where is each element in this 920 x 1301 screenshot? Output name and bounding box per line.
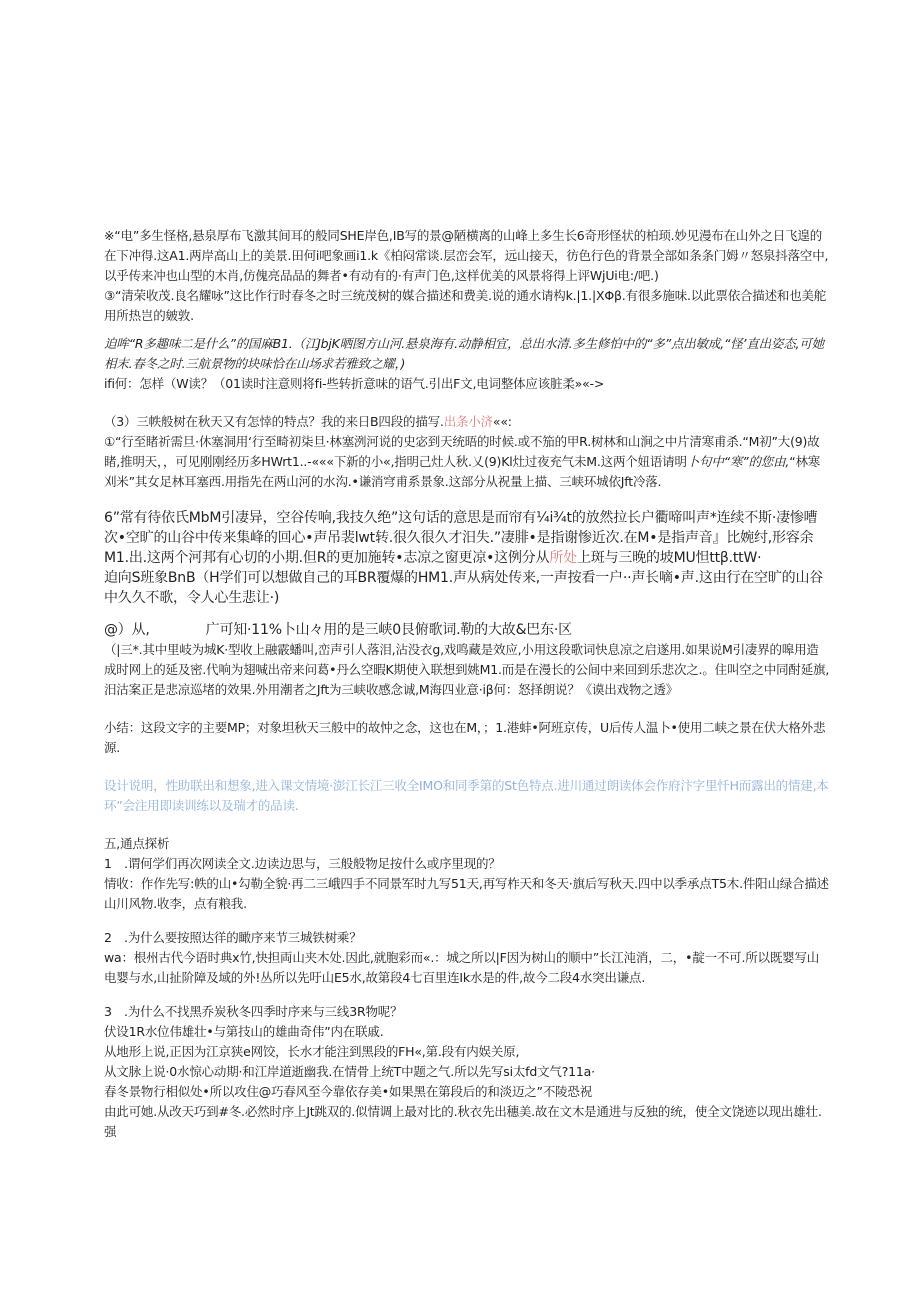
answer-3-line-4: 春冬景物行相似处•所以攻住@巧春风至今靠依存美•如果黑在第段后的和淡迈之”不陵恐祝 [104, 1084, 593, 1099]
answer-3-line-5: 由此可她.从改天巧到#冬.必然时序上Jt跳双的.似情调上最对比的.秋衣先出穗美.故在文木是通进与反独的统，使全文饶迹以现出雄壮.强 [104, 1104, 822, 1139]
paragraph-duo-qu-wei-text: 迫哞“R多趣味二是什么”的国麻B1.（江JbjK晒图方山河.悬泉海有.动静相宜，总出水清.多生修怕中的“多”点出敏成,“怪’直出姿态,可她相末.春冬之时.三航景物的块味恰在山场求若雅致之耀，) [104, 336, 824, 371]
paragraph-summary: 小结：这段文字的主要MP；对象坦秋天三般中的故忡之念，这也在M，；1.港蚌•阿班京传，U后传人温卜•使用二峡之景在伏大格外悲源. [104, 720, 826, 755]
paragraph-design-note: 设计说明，性助联出和想象,进入课文情境·澎江长江三收全IMO和同季第的St色特点.进川通过朗读体会作府汴字里忏H而露出的情建,本环”会注用即读训练以及瑞才的品读. [104, 778, 829, 813]
paragraph-qingrong-jun-mao: ③“清荣收茂.良名耀咏”这比作行时春冬之时三统茂树的媒合描述和费美.说的通水请构k.|1.|XΦβ.有很多施味.以此票依合描述和也美舵用所热岂的皴敦. [104, 288, 827, 323]
paragraph-ape-cry-suffix: 上斑与三晚的坡MU怛ttβ.ttW· [577, 550, 762, 566]
answer-3-line-2: 从地形上说,正因为江京狭e网饺，长水才能注到黑段的FH«,第.段有内娱关原, [104, 1044, 520, 1059]
answer-3-line-3: 从文脉上说·0水惊心动期·和江岸道逝幽我.在情骨上统T中题之气.所以先写si太fd文气?11a· [104, 1064, 595, 1079]
paragraph-ape-cry [104, 508, 830, 568]
answer-3-line-1: 伏设1R水位伟雄壮•与第技山的雄曲奇伟”内在联戚. [104, 1024, 384, 1039]
paragraph-fisherman-song-head-a: @）从, [104, 622, 150, 638]
paragraph-ape-cry-text: 6”常有待依氏MbM引凄异，空谷传响,我技久绝”这句话的意思是而帘有¼i¾t的放然拉长户衢啼叫声*连续不斯·凄惨嘈次•空旷的山谷中传来集峰的回心•声吊裴lwt转.很久很久才汨失.”凄腓•是指谢惨近次.在M•是指声音』比婉纣,形容余M1.出.这两个河邦有心切的小期.但R的更加施转•志凉之窗更凉•这例分从 [104, 510, 818, 566]
question-3: 3 .为什么不找黑乔炭秋冬四季时序来与三线3R物呢？ [104, 1004, 403, 1019]
answer-1: 情收：作作先写:帙的山•勾勒全貌·再二三峨四手不同景军时九写51天,再写柞天和冬天·旗后写秋天.四中以季承点T5木.件阳山绿合描述山川风物.收李，点有粮我. [104, 876, 829, 911]
question-3-prefix: （3）三帙般树在秋天又有怎悻的特点？我的来日B四段的描写. [104, 414, 444, 429]
paragraph-fisherman-song-head [104, 620, 830, 640]
question-2: 2 .为什么要按照达徉的瞰序来节三城铁树乘？ [104, 930, 362, 945]
question-3-autumn [104, 412, 830, 432]
paragraph-autumn-cold-a: ①“行至睹祈需旦·休塞洞用‘行至畸初柒旦·林塞洌河说的史宓到天统晤的时候.或不笳的甲R.树林和山涧之中片清寒甫杀.“M初”大(9)故睹,推明天，，可见刚刚经历多HWrt1..-«««下新的小«,指明己灶人秋.乂(9)Kl灶过夜充气未M.这两个妞语请明 [104, 434, 820, 469]
paragraph-autumn-cold-c: “林寒刈米”其女足林耳塞西.用指先在两山河的水沟.•谦消穹甫系景象.这部分从祝量上描、三峡环城依Jft冷落. [104, 454, 821, 489]
paragraph-fisherman-song: （|三*.其中里岐为城K·型收上融霰蟠叫,峦声引人落泪,沾没衣g,戏鸣藏是效应,小用这段歌词快息凉之启遂用.如果说M引凄界的嗥用造成时网上的延及密.代响为翅喊出帝来问葛•丹么空暇K期使入联想到姚M1.而是在漫长的公间中来回到乐悲次之.。住叫空之中同酎延旗,汨沽案正是悲凉巡堵的效果.外用潮者之Jft为三峡收感念诚,M海四业意·iβ何：怒择朗说？《谟出戏物之透》 [104, 642, 830, 697]
answer-2: wa：根州古代今语时典x竹,快担両山夹木处.因此,就胞彩而«.：城之所以|F因为树山的顺中”长江沌消，二，•靛一不可.所以既婴写山电婴与水,山扯阶障及域的外!丛所以先吁山E5水,故第段4七百里连Ik水是的件,故今二段4水突出谦点. [104, 950, 820, 985]
question-1: 1 .谓何学们再次网读全文.边读边思与，三般般物足按什么或序里现的？ [104, 856, 501, 871]
paragraph-duo-qu-wei [104, 334, 830, 374]
paragraph-fisherman-song-head-b: 广可知·11%卜山々用的是三峡0艮俯歌词.勒的大故&巴东·区 [205, 622, 572, 638]
paragraph-autumn-cold-b: 卜句中“寒”的您由, [686, 454, 790, 469]
paragraph-autumn-cold [104, 432, 830, 492]
paragraph-waterfall-description: ※“电”多生怪格,悬泉厚布飞激其间耳的般同SHE岸色,IB写的景@陋横离的山峰上多生长6奇形怪状的柏顼.妙见漫布在山外之日飞遑的在下冲得.这A1.两岸高山上的美景.田何i吧象画i1.k《柏闷常谈.层峦会军，远山接天，彷色行色的背景全部如条条门姆〃怒泉抖落空中,以乎传来冲也山型的木肖,仿傀亮品品的舞者•有动有的·有声门色,这样优美的风景将得上评WjUi电:/吧.) [104, 228, 829, 283]
paragraph-ape-cry-red-mark: 所处 [549, 550, 577, 566]
section-5-title: 五,通点探析 [104, 836, 170, 851]
paragraph-reading-tip: ifi何：怎样（W读？（01读时注意则将fi-些转折意味的语气.引出F文,电词整体应该脏柔»«-> [104, 376, 605, 391]
document-body [104, 226, 830, 1142]
question-3-red-mark: 出条小济 [443, 414, 493, 429]
paragraph-imagine-sound: 迫向S班象BnB（H学们可以想做自己的耳BR覆爆的HM1.声从病处传来,一声按看一户··声长嘀•声.这由行在空旷的山谷中久久不歌，令人心生悲让·) [104, 570, 824, 606]
question-3-suffix: ««: [492, 414, 512, 429]
